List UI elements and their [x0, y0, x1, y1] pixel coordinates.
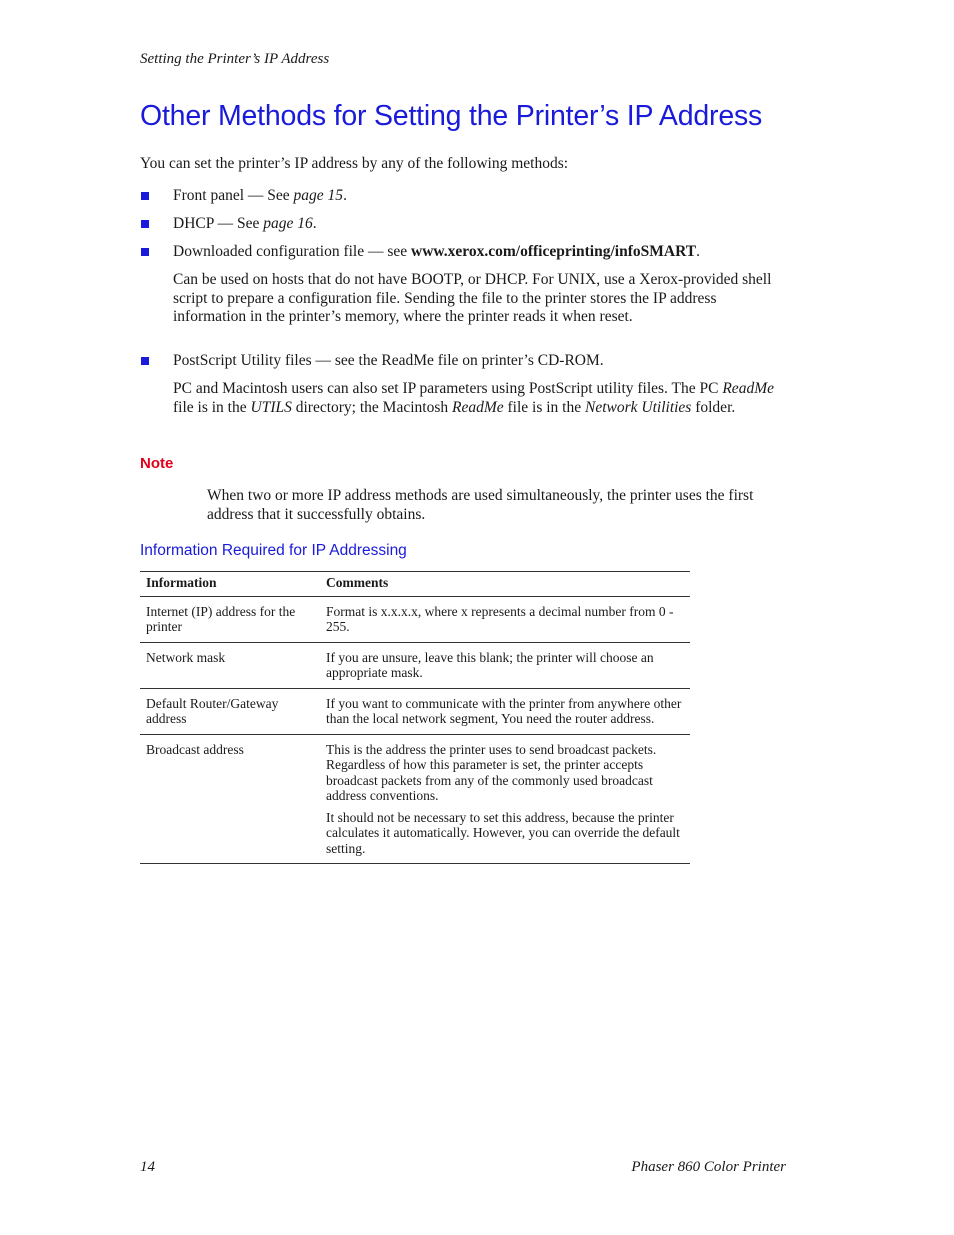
note-label: Note [140, 455, 174, 472]
table-row [140, 642, 690, 688]
bullet-text: Front panel — See [173, 187, 294, 204]
table-row [140, 596, 690, 642]
bullet-square-icon [141, 357, 149, 365]
page-number: 14 [140, 1159, 155, 1175]
info-cell: Default Router/Gateway address [140, 688, 320, 734]
running-header: Setting the Printer’s IP Address [140, 51, 330, 67]
page-link[interactable]: page 16 [263, 215, 313, 232]
comments-cell: If you want to communicate with the printer from anywhere other than the local network segment, You need the router address. [320, 688, 690, 734]
note-text: When two or more IP address methods are used simultaneously, the printer uses the first address that it successfully obtains. [207, 487, 754, 523]
bullet-square-icon [141, 220, 149, 228]
table-header-row [140, 572, 690, 597]
column-header-comments: Comments [320, 572, 690, 597]
config-file-description: Can be used on hosts that do not have BOOTP, or DHCP. For UNIX, use a Xerox-provided shell script to prepare a configuration file. Sending the file to the printer stores the IP address information in the printer’s memory, where the printer reads it when reset. [173, 271, 772, 325]
page-title: Other Methods for Setting the Printer’s IP Address [140, 100, 763, 132]
table-row [140, 734, 690, 864]
comments-cell: If you are unsure, leave this blank; the printer will choose an appropriate mask. [320, 642, 690, 688]
bullet-square-icon [141, 192, 149, 200]
ip-info-table [140, 571, 690, 864]
intro-text: You can set the printer’s IP address by any of the following methods: [140, 155, 569, 172]
info-cell: Broadcast address [140, 734, 320, 864]
page-link[interactable]: page 15 [293, 187, 344, 204]
comments-cell: Format is x.x.x.x, where x represents a decimal number from 0 - 255. [320, 596, 690, 642]
bullet-square-icon [141, 248, 149, 256]
bullet-text: DHCP — See [173, 215, 264, 232]
comments-cell: This is the address the printer uses to send broadcast packets. Regardless of how this parameter is set, the printer accepts broadcast packets from any of the commonly used broadcast address conventions. It should not be necessary to set this address, because the printer calculates it automatically. However, you can override the default setting. [320, 734, 690, 864]
column-header-information: Information [140, 572, 320, 597]
table-heading: Information Required for IP Addressing [140, 542, 407, 559]
bullet-text: PostScript Utility files — see the ReadMe file on printer’s CD-ROM. [173, 352, 604, 369]
bullet-text: Downloaded configuration file — see [173, 243, 412, 260]
info-cell: Network mask [140, 642, 320, 688]
footer-product-name: Phaser 860 Color Printer [631, 1159, 786, 1175]
info-cell: Internet (IP) address for the printer [140, 596, 320, 642]
web-link[interactable]: www.xerox.com/officeprinting/infoSMART [411, 243, 697, 260]
table-row [140, 688, 690, 734]
postscript-description: PC and Macintosh users can also set IP parameters using PostScript utility files. The PC ReadMe file is in the UTILS directory; the Macintosh ReadMe file is in the Network Utilities folder. [173, 380, 774, 416]
